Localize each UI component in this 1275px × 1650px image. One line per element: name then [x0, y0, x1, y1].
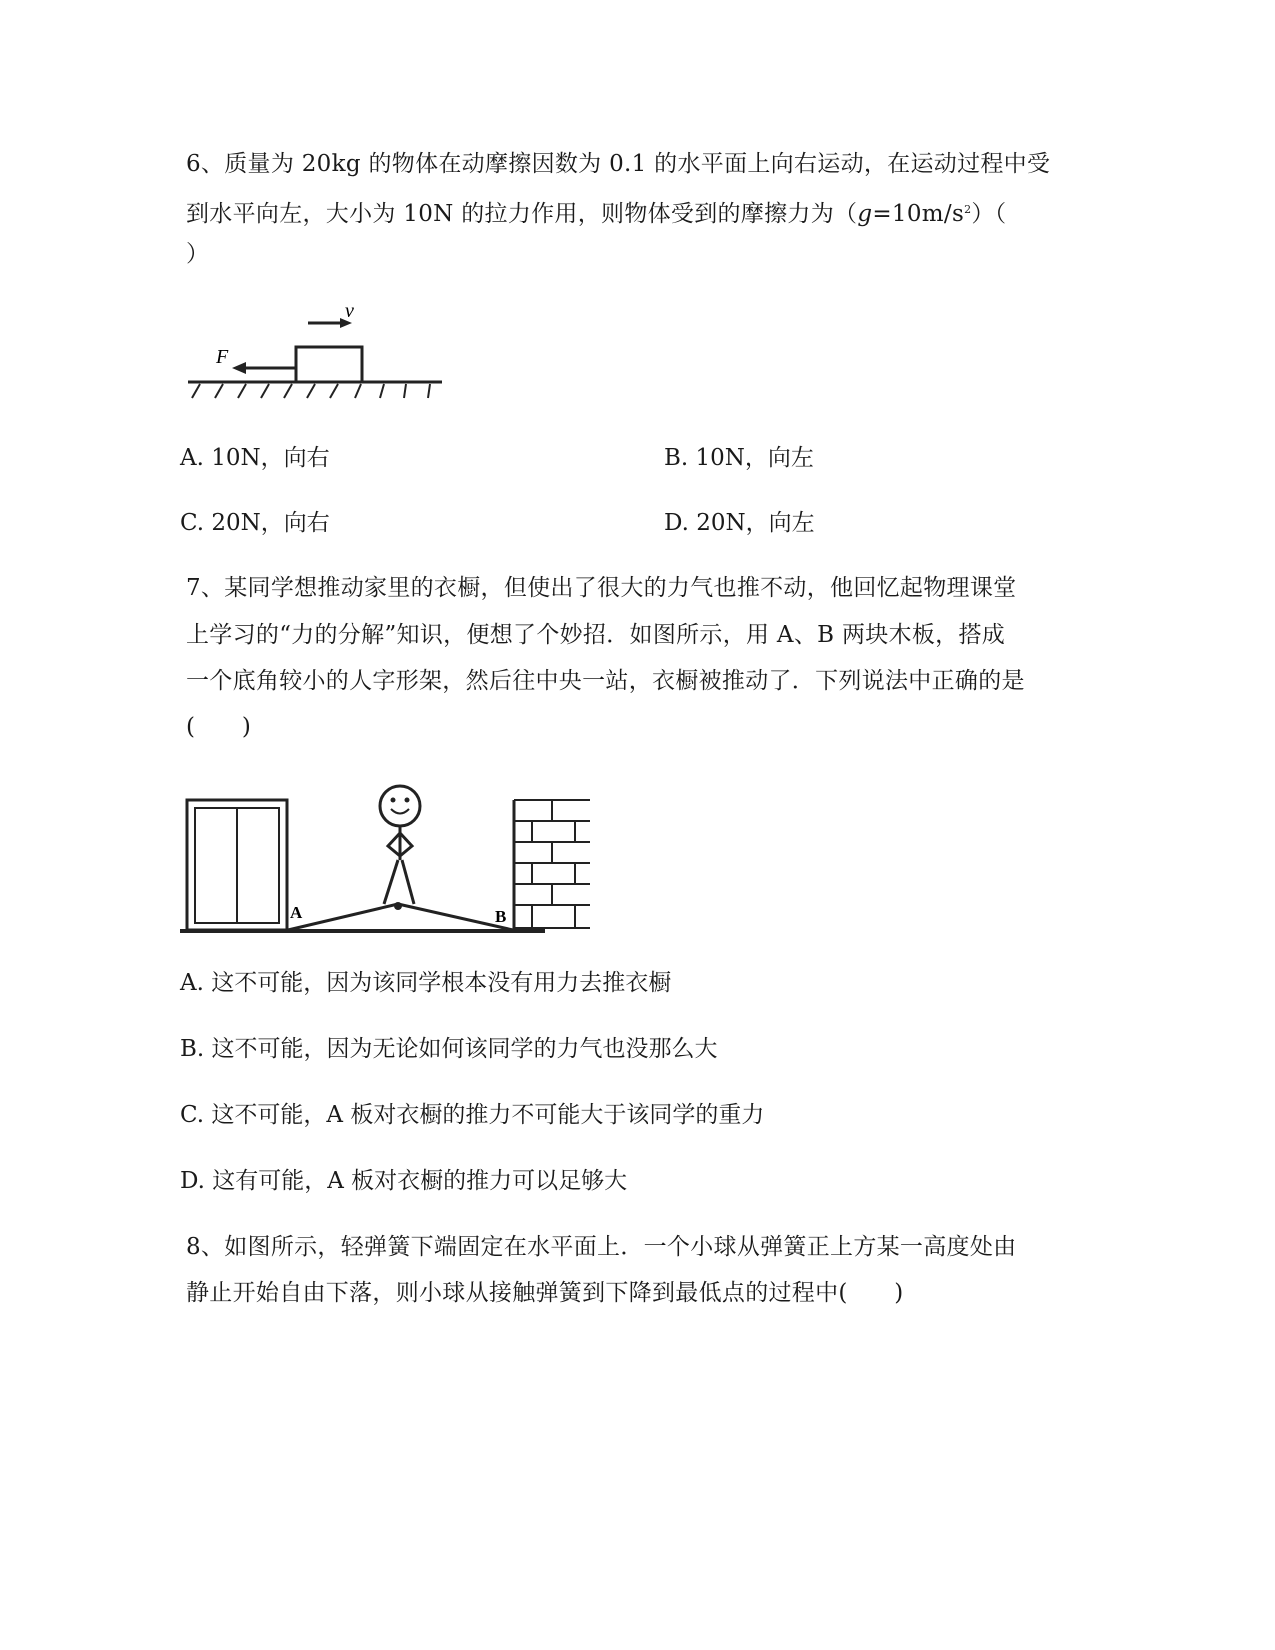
q7-text-line-4: ( ) [186, 714, 252, 740]
q8-text-line-2: 静止开始自由下落，则小球从接触弹簧到下降到最低点的过程中( ) [186, 1280, 904, 1306]
q7-option-d: D. 这有可能，A 板对衣橱的推力可以足够大 [180, 1168, 628, 1194]
g-exponent: 2 [964, 203, 972, 216]
q6-text-line-2-pre: 到水平向左，大小为 10N 的拉力作用，则物体受到的摩擦力为（ [186, 201, 858, 227]
velocity-label: v [345, 300, 354, 322]
q7-text-line-2: 上学习的“力的分解”知识，便想了个妙招．如图所示，用 A、B 两块木板，搭成 [186, 622, 1006, 648]
board-b-label: B [495, 907, 507, 926]
q6-text-line-2-post: ）（ [971, 201, 1007, 227]
ground-hatching [192, 384, 430, 398]
force-arrowhead [232, 362, 246, 374]
q7-option-b: B. 这不可能，因为无论如何该同学的力气也没那么大 [180, 1036, 718, 1062]
smiley-face [391, 798, 410, 814]
brick-wall [514, 800, 590, 931]
q6-text-line-3: ） [186, 241, 210, 267]
q6-text-line-2 [186, 195, 1006, 229]
q6-text-line-1: 6、质量为 20kg 的物体在动摩擦因数为 0.1 的水平面上向右运动，在运动过程中受 [186, 151, 1051, 177]
stick-figure [380, 786, 420, 904]
q6-option-c: C. 20N，向右 [180, 510, 330, 536]
q6-figure-block [180, 300, 450, 410]
block [296, 347, 362, 382]
board-joint [394, 902, 402, 910]
board-a-label: A [290, 903, 303, 922]
force-label: F [216, 346, 229, 368]
q6-option-b: B. 10N，向左 [664, 445, 814, 471]
q6-option-a: A. 10N，向右 [180, 445, 330, 471]
q8-text-line-1: 8、如图所示，轻弹簧下端固定在水平面上．一个小球从弹簧正上方某一高度处由 [186, 1234, 1017, 1260]
q7-figure-wardrobe [180, 778, 600, 938]
g-symbol: g [857, 201, 873, 227]
g-value: =10m/s [872, 201, 965, 227]
q6-option-d: D. 20N，向左 [664, 510, 815, 536]
q7-text-line-3: 一个底角较小的人字形架，然后往中央一站，衣橱被推动了．下列说法中正确的是 [186, 668, 1025, 694]
q7-text-line-1: 7、某同学想推动家里的衣橱，但使出了很大的力气也推不动，他回忆起物理课堂 [186, 575, 1017, 601]
q7-option-c: C. 这不可能，A 板对衣橱的推力不可能大于该同学的重力 [180, 1102, 765, 1128]
q7-option-a: A. 这不可能，因为该同学根本没有用力去推衣橱 [180, 970, 672, 996]
wardrobe [187, 800, 287, 930]
